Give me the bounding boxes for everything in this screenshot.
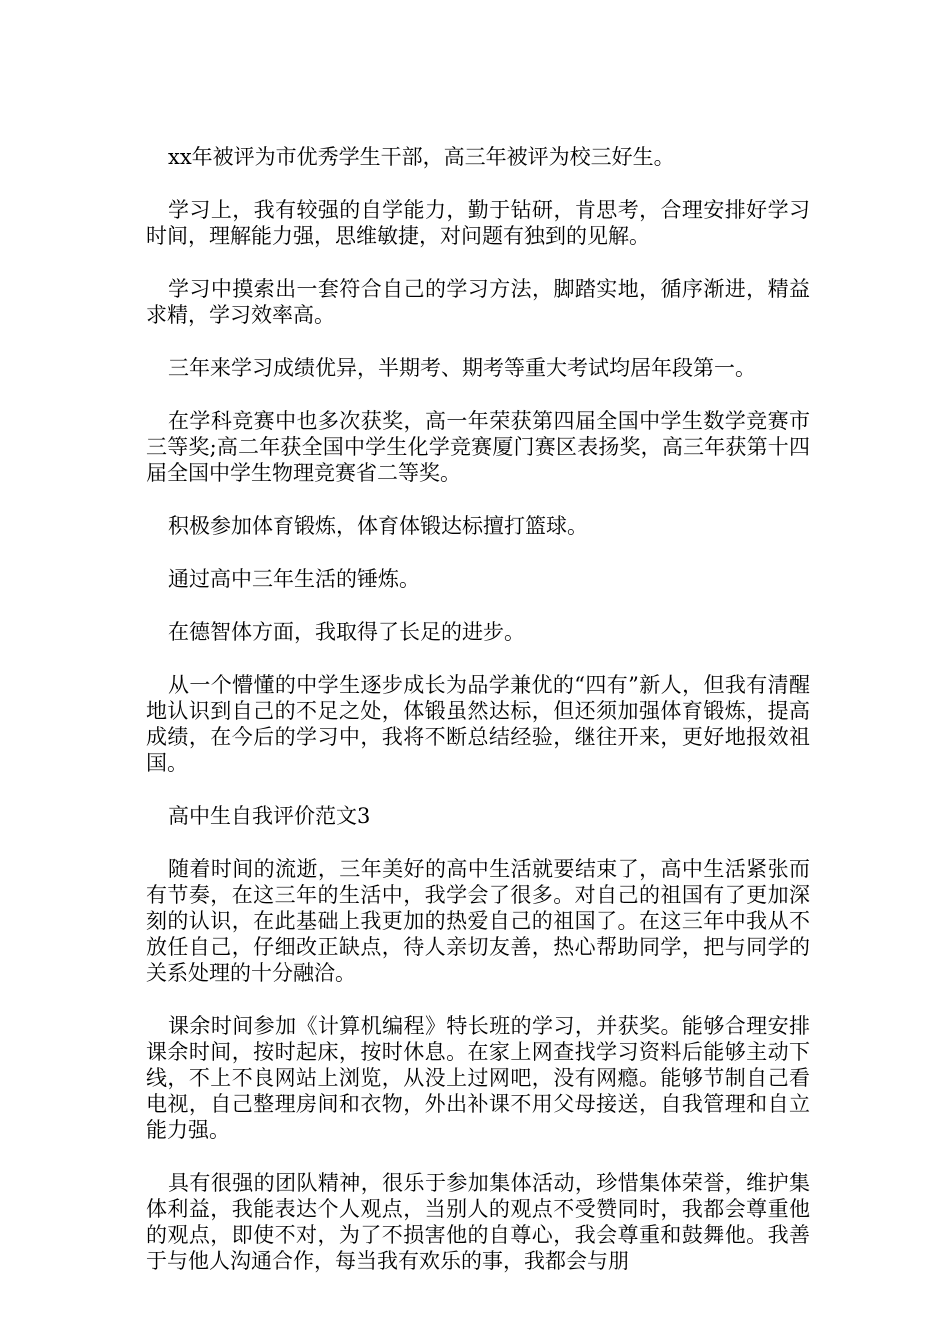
section-heading: 高中生自我评价范文3 [168, 804, 371, 828]
paragraph: 在德智体方面，我取得了长足的进步。 [168, 620, 525, 644]
paragraph: xx年被评为市优秀学生干部，高三年被评为校三好生。 [168, 145, 675, 169]
document-body [146, 144, 810, 1301]
paragraph: 在学科竞赛中也多次获奖，高一年荣获第四届全国中学生数学竞赛市三等奖;高二年获全国中学生化学竞赛厦门赛区表扬奖，高三年获第十四届全国中学生物理竞赛省二等奖。 [146, 409, 810, 485]
paragraph: 学习中摸索出一套符合自己的学习方法，脚踏实地，循序渐进，精益求精，学习效率高。 [146, 277, 810, 327]
paragraph: 学习上，我有较强的自学能力，勤于钻研，肯思考，合理安排好学习时间，理解能力强，思维敏捷，对问题有独到的见解。 [146, 198, 810, 248]
paragraph: 随着时间的流逝，三年美好的高中生活就要结束了，高中生活紧张而有节奏，在这三年的生活中，我学会了很多。对自己的祖国有了更加深刻的认识，在此基础上我更加的热爱自己的祖国了。在这三年中我从不放任自己，仔细改正缺点，待人亲切友善，热心帮助同学，把与同学的关系处理的十分融洽。 [146, 857, 810, 985]
paragraph: 三年来学习成绩优异，半期考、期考等重大考试均居年段第一。 [168, 356, 756, 380]
paragraph: 从一个懵懂的中学生逐步成长为品学兼优的“四有”新人，但我有清醒地认识到自己的不足之处，体锻虽然达标，但还须加强体育锻炼，提高成绩，在今后的学习中，我将不断总结经验，继往开来，更好地报效祖国。 [146, 673, 810, 775]
paragraph: 具有很强的团队精神，很乐于参加集体活动，珍惜集体荣誉，维护集体利益，我能表达个人观点，当别人的观点不受赞同时，我都会尊重他的观点，即使不对，为了不损害他的自尊心，我会尊重和鼓舞他。我善于与他人沟通合作，每当我有欢乐的事，我都会与朋 [146, 1171, 810, 1273]
paragraph: 课余时间参加《计算机编程》特长班的学习，并获奖。能够合理安排课余时间，按时起床，按时休息。在家上网查找学习资料后能够主动下线，不上不良网站上浏览，从没上过网吧，没有网瘾。能够节制自己看电视，自己整理房间和衣物，外出补课不用父母接送，自我管理和自立能力强。 [146, 1014, 810, 1142]
paragraph: 通过高中三年生活的锤炼。 [168, 567, 420, 591]
paragraph: 积极参加体育锻炼，体育体锻达标擅打篮球。 [168, 514, 588, 538]
